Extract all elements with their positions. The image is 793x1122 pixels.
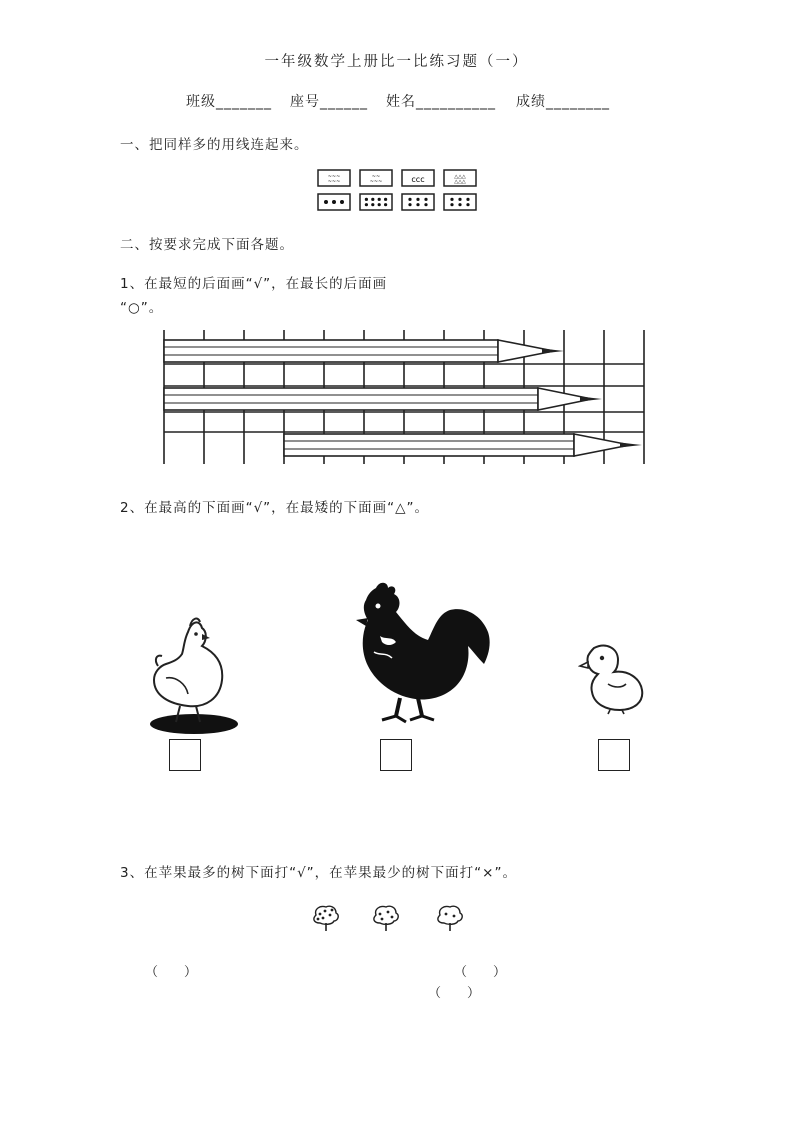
question1-line2: “○”。 <box>120 300 164 316</box>
dot <box>340 200 344 204</box>
question1-line1: 1、在最短的后面画“√”，在最长的后面画 <box>120 276 388 292</box>
page-title: 一年级数学上册比一比练习题（一） <box>264 54 529 70</box>
dot <box>458 198 461 201</box>
svg-text:~~~: ~~~ <box>327 179 341 185</box>
question3: 3、在苹果最多的树下面打“√”，在苹果最少的树下面打“×”。 <box>120 865 517 881</box>
name-field[interactable]: 姓名__________ <box>386 94 496 110</box>
apple-trees <box>310 905 470 933</box>
dot <box>466 198 469 201</box>
dot <box>450 203 453 206</box>
rooster-icon <box>352 580 496 726</box>
pencil-grid <box>160 328 650 468</box>
top-card-1[interactable] <box>318 170 350 186</box>
question2: 2、在最高的下面画“√”，在最矮的下面画“△”。 <box>120 500 430 516</box>
score-field[interactable]: 成绩________ <box>516 94 610 110</box>
dot <box>384 203 387 206</box>
svg-text:△△△: △△△ <box>454 179 466 185</box>
bottom-card-3[interactable] <box>402 194 434 210</box>
tree-2[interactable] <box>374 906 398 931</box>
answer-paren-3[interactable]: （ ） <box>428 986 481 1001</box>
dot <box>378 198 381 201</box>
bottom-card-2[interactable] <box>360 194 392 210</box>
seat-field[interactable]: 座号______ <box>290 94 368 110</box>
pencil-3[interactable] <box>284 434 642 456</box>
dot <box>450 198 453 201</box>
dot <box>371 198 374 201</box>
top-card-4[interactable] <box>444 170 476 186</box>
svg-text:~~~: ~~~ <box>369 179 383 185</box>
dot <box>466 203 469 206</box>
answer-box-hen[interactable] <box>169 739 201 771</box>
answer-paren-2[interactable]: （ ） <box>454 965 507 980</box>
bottom-card-4[interactable] <box>444 194 476 210</box>
answer-box-chick[interactable] <box>598 739 630 771</box>
dot <box>324 200 328 204</box>
bottom-card-1[interactable] <box>318 194 350 210</box>
dot <box>378 203 381 206</box>
matching-cards <box>316 168 478 214</box>
svg-text:ccc: ccc <box>411 175 425 184</box>
dot <box>458 203 461 206</box>
section2-heading: 二、按要求完成下面各题。 <box>120 237 294 253</box>
top-card-3[interactable] <box>402 170 434 186</box>
dot <box>408 203 411 206</box>
dot <box>371 203 374 206</box>
answer-box-rooster[interactable] <box>380 739 412 771</box>
top-card-2[interactable] <box>360 170 392 186</box>
dot <box>384 198 387 201</box>
dot <box>365 203 368 206</box>
dot <box>365 198 368 201</box>
dot <box>416 198 419 201</box>
dot <box>332 200 336 204</box>
chick-icon <box>578 640 646 716</box>
answer-paren-1[interactable]: （ ） <box>145 965 198 980</box>
pencil-1[interactable] <box>164 340 564 362</box>
hen-icon <box>148 614 240 736</box>
class-field[interactable]: 班级_______ <box>186 94 272 110</box>
tree-1[interactable] <box>314 906 338 931</box>
svg-text:△△△: △△△ <box>454 174 466 180</box>
svg-text:~~: ~~ <box>371 174 381 180</box>
svg-text:~~~: ~~~ <box>327 174 341 180</box>
dot <box>424 203 427 206</box>
tree-3[interactable] <box>438 906 462 931</box>
dot <box>408 198 411 201</box>
section1-heading: 一、把同样多的用线连起来。 <box>120 137 309 153</box>
pencil-2[interactable] <box>164 388 602 410</box>
dot <box>416 203 419 206</box>
dot <box>424 198 427 201</box>
